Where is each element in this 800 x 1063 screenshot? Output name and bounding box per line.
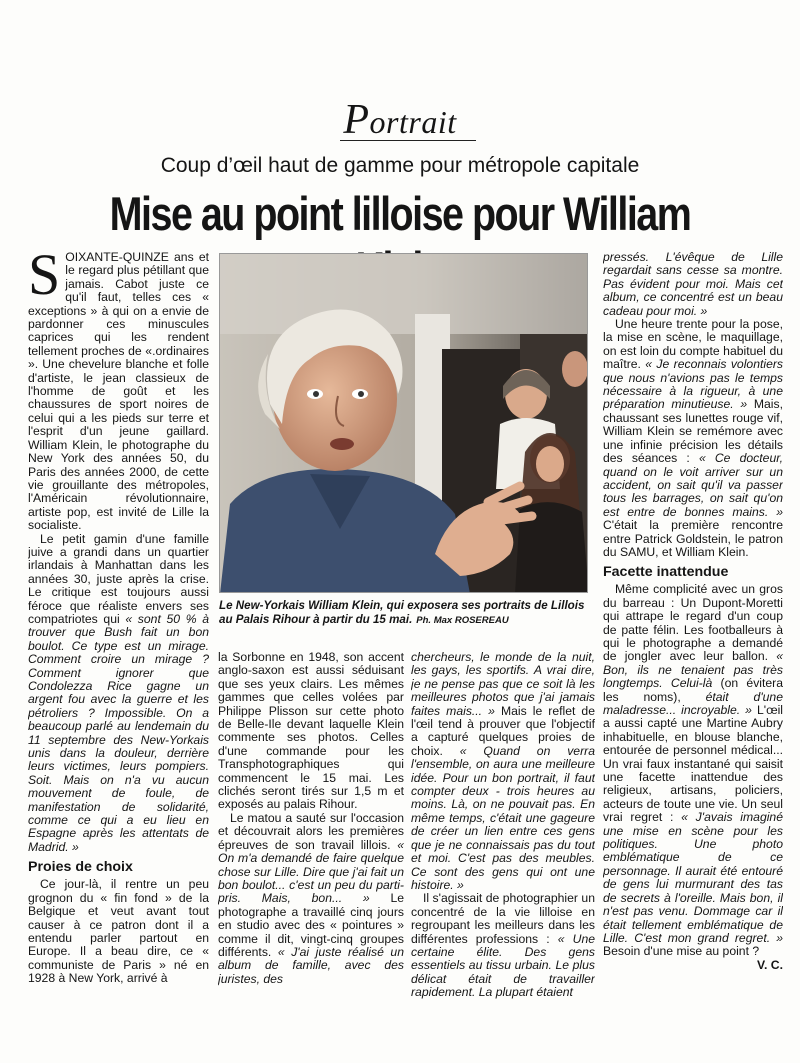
paragraph xyxy=(28,533,209,855)
article-column-1 xyxy=(28,251,209,1051)
author-signature: V. C. xyxy=(757,957,783,972)
quote: « Une certaine élite. Des gens essentiels au tissu urbain. Le plus délicat était de travailler rapidement. La plupart étaient xyxy=(411,931,595,1000)
rubric-rest: ortrait xyxy=(369,104,457,140)
photo-caption xyxy=(219,599,588,628)
paragraph-text: Le photographe a travaillé cinq jours en studio avec des « pointures » comme il dit, vingt-cinq groupes différents. xyxy=(218,891,404,959)
article-column-2 xyxy=(218,651,404,1051)
portrait-photo xyxy=(219,253,588,593)
article-column-4 xyxy=(603,251,783,1051)
quote: « sont 50 % à trouver que Bush fait un bon boulot. Ce type est un mirage. Comment croire un mirage ? Comment ignorer que Condolezza Rice gagne un argent fou avec la guerre et les pétroliers ? Impossible. On a beaucoup parlé au lendemain du 11 septembre des New-Yorkais unis dans la douleur, derrière leurs victimes, leurs pompiers. Soit. Mais on n'a vu aucun mouvement de foule, de manifestation de solidarité, comme ce qui a eu lieu en Espagne après les attentats de Madrid. » xyxy=(28,611,209,854)
quote: chercheurs, le monde de la nuit, les gays, les sportifs. A vrai dire, je ne pense pas que ce soit là les meilleures photos que j'ai jamais faites mais... » xyxy=(411,651,595,718)
paragraph: la Sorbonne en 1948, son accent anglo-saxon est aussi séduisant que ses yeux clairs. Les mêmes gammes que celles volées par Philippe Plisson sur cette photo de Belle-Ile devant laquelle Klein commente ses photos. Celles d'une commande pour les Transphotographiques qui commencent le 15 mai. Les clichés seront tirés sur 1,5 m et exposés au palais Rihour. xyxy=(218,651,404,812)
quote: « Bon, ils ne tenaient pas très longtemps. Celui-là xyxy=(603,649,783,691)
paragraph-text: Le petit gamin d'une famille juive a grandi dans un quartier irlandais à Manhattan dans les années 30, juste après la crise. Le critique est toujours aussi féroce que réaliste envers ses compatriotes qui xyxy=(28,531,209,626)
paragraph-text: Même complicité avec un gros du barreau : Un Dupont-Moretti qui attrape le regard d'un coup de patte félin. Les footballeurs à qui le photographe a demandé de jongler avec leur ballon. xyxy=(603,582,783,664)
paragraph xyxy=(411,892,595,999)
quote: « Quand on verra l'ensemble, on aura une meilleure idée. Pour un bon portrait, il faut compter deux - trois heures au moins. Là, on ne pouvait pas. En même temps, c'était une gageure de créer un lien entre ces gens que je ne connaissais pas du tout et moi. C'est pas des meubles. Ce sont des gens qui ont une histoire. » xyxy=(411,743,595,892)
subheadline: Coup d’œil haut de gamme pour métropole capitale xyxy=(160,154,640,177)
paragraph-text: Mais, chaussant ses lunettes rouge vif, William Klein se remémore avec une infinie précision les détails des séances : xyxy=(603,397,783,466)
article-column-3 xyxy=(411,651,595,1051)
paragraph xyxy=(411,651,595,892)
paragraph: Ce jour-là, il rentre un peu grognon du « fin fond » de la Belgique et veut avant tout causer à ce patron dont il a entendu parler partout en Europe. Il a beau dire, ce « communiste de Paris » né en 1928 à New York, arrivé à xyxy=(28,877,209,986)
drop-cap: S xyxy=(28,251,61,307)
quote: « J'avais imaginé une mise en scène pour les politiques. Une photo emblématique de ce personnage. Il aurait été entouré de gens lui murmurant des tas de secrets à l'oreille. Mais bon, il n'est pas venu. Dommage car il était tellement emblématique de Lille. C'est mon grand regret. » xyxy=(603,810,783,945)
rubric-underline xyxy=(340,140,476,141)
quote: était d'une maladresse... incroyable. » xyxy=(603,689,783,717)
paragraph xyxy=(603,251,783,318)
paragraph xyxy=(218,812,404,986)
paragraph-text: Le matou a sauté sur l'occasion et découvrait alors les premières épreuves de son travail lillois. xyxy=(218,810,404,852)
headline: Mise au point lilloise pour William xyxy=(109,187,691,240)
paragraph-text: C'était la première rencontre entre Patrick Goldstein, le patron du SAMU, et William Klein. xyxy=(603,518,783,559)
rubric-initial: P xyxy=(343,97,370,143)
quote: pressés. L'évêque de Lille regardait sans cesse sa montre. Pas évident pour moi. Mais cet album, ce concentré est un beau cadeau pour moi. » xyxy=(603,251,783,318)
paragraph-text: Une heure trente pour la pose, la mise en scène, le maquillage, on est loin du compte habituel du maître. xyxy=(603,317,783,372)
caption-text: Le New-Yorkais William Klein, qui exposera ses portraits de Lillois au Palais Rihour à partir du 15 mai. xyxy=(219,599,585,626)
photo-credit: Ph. Max ROSEREAU xyxy=(416,615,509,626)
paragraph-text: Besoin d'une mise au point ? xyxy=(603,944,760,959)
quote: « Je reconnais volontiers que nous n'avions pas le temps nécessaire à la rigueur, à une préparation minutieuse. » xyxy=(603,357,783,412)
lead-text: OIXANTE-QUINZE ans et le regard plus pétillant que jamais. Cabot juste ce qu'il faut, telles ces « exceptions » à qui on a envie de pardonner ces minuscules caprices qui les rendent tellement proches de «.ordinaires ». Une chevelure blanche et folle d'artiste, le jean classieux de l'homme de goût et les chaussures de sport noires de celui qui a les pieds sur terre et l'esprit d'un jeune gaillard. William Klein, le photographe du New York des années 50, du Paris des années 2000, de cette vie grouillante des métropoles, l'Américain révolutionnaire, artiste pop, est invité de Lille la socialiste. xyxy=(28,251,209,533)
quote: « On m'a demandé de faire quelque chose sur Lille. Dire que j'ai fait un bon boulot... c'est un peu du parti-pris. Mais, bon... » xyxy=(218,837,404,906)
quote: « Ce docteur, quand on le voit arriver sur un accident, on sait qu'il va passer tous les barrages, on sait qu'on est entre de bonnes mains. » xyxy=(603,451,783,519)
paragraph xyxy=(603,583,783,958)
paragraph-text: L'œil a aussi capté une Martine Aubry inhabituelle, en blouse blanche, entourée de personnel médical... Un vrai faux instantané qui saisit une facette inattendue des religieux, artisans, policiers, acteurs de toute une vie. Un seul vrai regret : xyxy=(603,703,783,825)
paragraph xyxy=(603,318,783,559)
paragraph-text: Mais le reflet de l'œil tend à prouver que l'objectif a capturé quelques proies de choix. xyxy=(411,703,595,758)
photo-illustration xyxy=(220,254,588,593)
section-heading-facette: Facette inattendue xyxy=(603,564,729,581)
section-heading-proies: Proies de choix xyxy=(28,859,133,876)
section-rubric xyxy=(0,96,800,144)
quote: « J'ai juste réalisé un album de famille, avec des juristes, des xyxy=(218,944,404,986)
paragraph-text: Il s'agissait de photographier un concentré de la vie lilloise en regroupant les meilleurs dans les différentes professions : xyxy=(411,891,595,946)
paragraph-text: (on évitera les noms), xyxy=(603,676,783,704)
lead-paragraph xyxy=(28,251,209,533)
